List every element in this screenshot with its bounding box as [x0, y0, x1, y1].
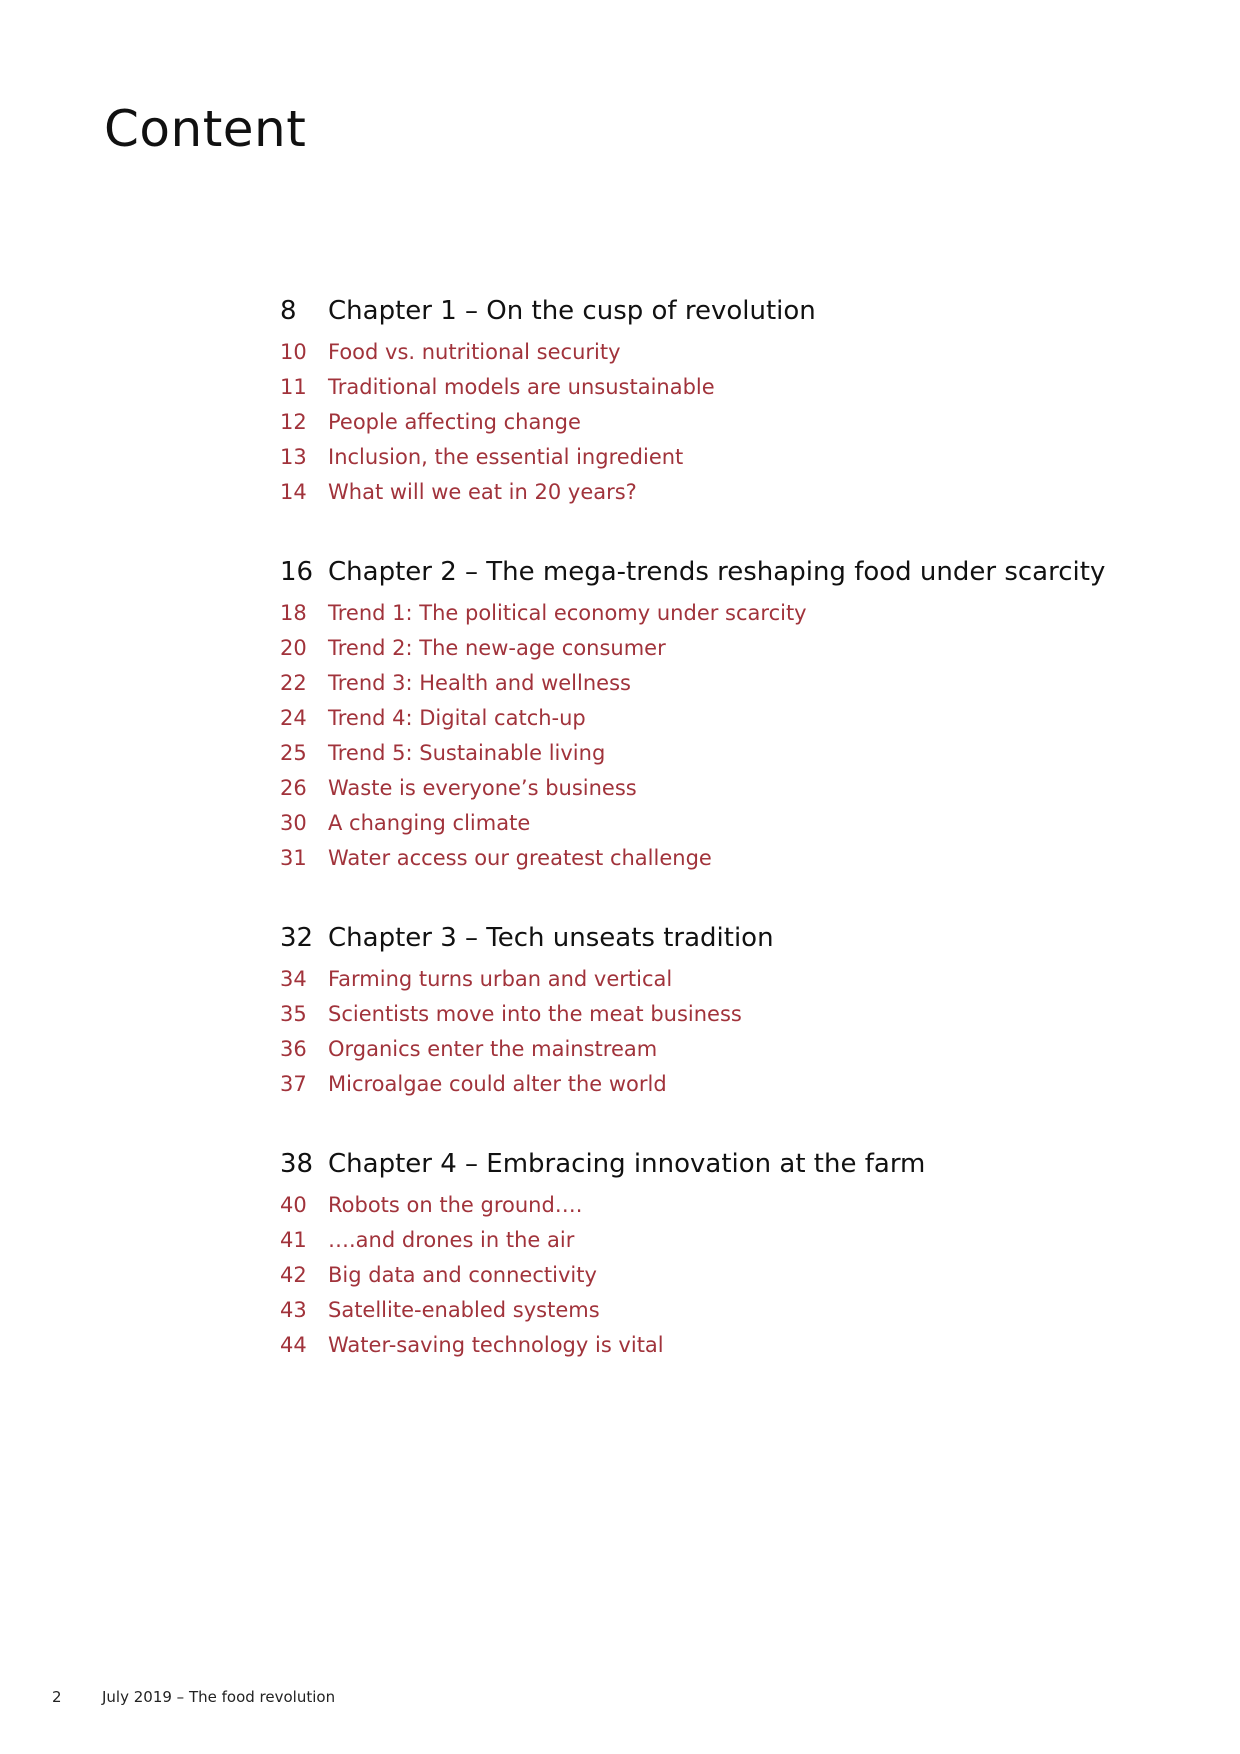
entry-page-number: 30 [280, 811, 307, 835]
entry-title: Robots on the ground…. [328, 1193, 583, 1217]
entry-title: Trend 3: Health and wellness [328, 671, 631, 695]
entry-page-number: 34 [280, 967, 307, 991]
toc-entry[interactable] [280, 636, 1180, 671]
toc-entry[interactable] [280, 1298, 1180, 1333]
toc-entry[interactable] [280, 1228, 1180, 1263]
chapter-1 [280, 296, 1180, 515]
entry-page-number: 43 [280, 1298, 307, 1322]
entry-title: Water-saving technology is vital [328, 1333, 664, 1357]
entry-page-number: 36 [280, 1037, 307, 1061]
chapter-page-number: 38 [280, 1149, 314, 1179]
chapter-title: Chapter 2 – The mega-trends reshaping food under scarcity [328, 557, 1106, 587]
toc-entry[interactable] [280, 445, 1180, 480]
toc-entry[interactable] [280, 375, 1180, 410]
chapter-heading[interactable] [280, 296, 1180, 336]
entry-page-number: 24 [280, 706, 307, 730]
entry-title: A changing climate [328, 811, 531, 835]
chapter-title: Chapter 1 – On the cusp of revolution [328, 296, 816, 326]
toc-entry[interactable] [280, 1333, 1180, 1368]
chapter-page-number: 32 [280, 923, 314, 953]
entry-title: Microalgae could alter the world [328, 1072, 667, 1096]
chapter-4 [280, 1149, 1180, 1368]
entry-page-number: 18 [280, 601, 307, 625]
entry-page-number: 40 [280, 1193, 307, 1217]
entry-title: People affecting change [328, 410, 581, 434]
footer-page-number: 2 [52, 1688, 62, 1706]
entry-page-number: 26 [280, 776, 307, 800]
entry-page-number: 10 [280, 340, 307, 364]
toc-entry[interactable] [280, 1263, 1180, 1298]
toc-entry[interactable] [280, 480, 1180, 515]
chapter-title: Chapter 4 – Embracing innovation at the farm [328, 1149, 926, 1179]
toc-entry[interactable] [280, 741, 1180, 776]
entry-title: Trend 1: The political economy under scarcity [328, 601, 807, 625]
entry-title: Water access our greatest challenge [328, 846, 712, 870]
chapter-title: Chapter 3 – Tech unseats tradition [328, 923, 774, 953]
entry-title: Waste is everyone’s business [328, 776, 637, 800]
footer-text: July 2019 – The food revolution [102, 1688, 336, 1706]
chapter-heading[interactable] [280, 1149, 1180, 1189]
entry-title: Organics enter the mainstream [328, 1037, 658, 1061]
entry-title: Inclusion, the essential ingredient [328, 445, 684, 469]
toc-entry[interactable] [280, 410, 1180, 445]
entry-page-number: 20 [280, 636, 307, 660]
toc-entry[interactable] [280, 967, 1180, 1002]
toc-entry[interactable] [280, 1002, 1180, 1037]
entry-page-number: 14 [280, 480, 307, 504]
table-of-contents [280, 296, 1180, 1410]
entry-title: Farming turns urban and vertical [328, 967, 673, 991]
page-footer [52, 1688, 335, 1706]
entry-page-number: 37 [280, 1072, 307, 1096]
chapter-heading[interactable] [280, 923, 1180, 963]
toc-entry[interactable] [280, 1037, 1180, 1072]
toc-entry[interactable] [280, 601, 1180, 636]
entry-title: Trend 2: The new-age consumer [328, 636, 666, 660]
chapter-page-number: 8 [280, 296, 297, 326]
toc-entry[interactable] [280, 340, 1180, 375]
entry-title: Satellite-enabled systems [328, 1298, 600, 1322]
entry-page-number: 42 [280, 1263, 307, 1287]
entry-title: Trend 5: Sustainable living [328, 741, 606, 765]
toc-entry[interactable] [280, 776, 1180, 811]
toc-entry[interactable] [280, 706, 1180, 741]
chapter-page-number: 16 [280, 557, 314, 587]
entry-title: ….and drones in the air [328, 1228, 575, 1252]
entry-page-number: 22 [280, 671, 307, 695]
entry-title: Scientists move into the meat business [328, 1002, 742, 1026]
toc-entry[interactable] [280, 1072, 1180, 1107]
toc-entry[interactable] [280, 811, 1180, 846]
chapter-heading[interactable] [280, 557, 1180, 597]
chapter-3 [280, 923, 1180, 1107]
entry-page-number: 35 [280, 1002, 307, 1026]
entry-page-number: 25 [280, 741, 307, 765]
entry-title: What will we eat in 20 years? [328, 480, 637, 504]
chapter-2 [280, 557, 1180, 881]
entry-page-number: 12 [280, 410, 307, 434]
page-title: Content [104, 100, 307, 158]
entry-page-number: 41 [280, 1228, 307, 1252]
entry-page-number: 44 [280, 1333, 307, 1357]
entry-title: Trend 4: Digital catch-up [328, 706, 586, 730]
entry-title: Food vs. nutritional security [328, 340, 621, 364]
entry-page-number: 11 [280, 375, 307, 399]
entry-page-number: 31 [280, 846, 307, 870]
entry-title: Big data and connectivity [328, 1263, 597, 1287]
toc-entry[interactable] [280, 846, 1180, 881]
toc-entry[interactable] [280, 1193, 1180, 1228]
entry-page-number: 13 [280, 445, 307, 469]
toc-entry[interactable] [280, 671, 1180, 706]
entry-title: Traditional models are unsustainable [328, 375, 715, 399]
